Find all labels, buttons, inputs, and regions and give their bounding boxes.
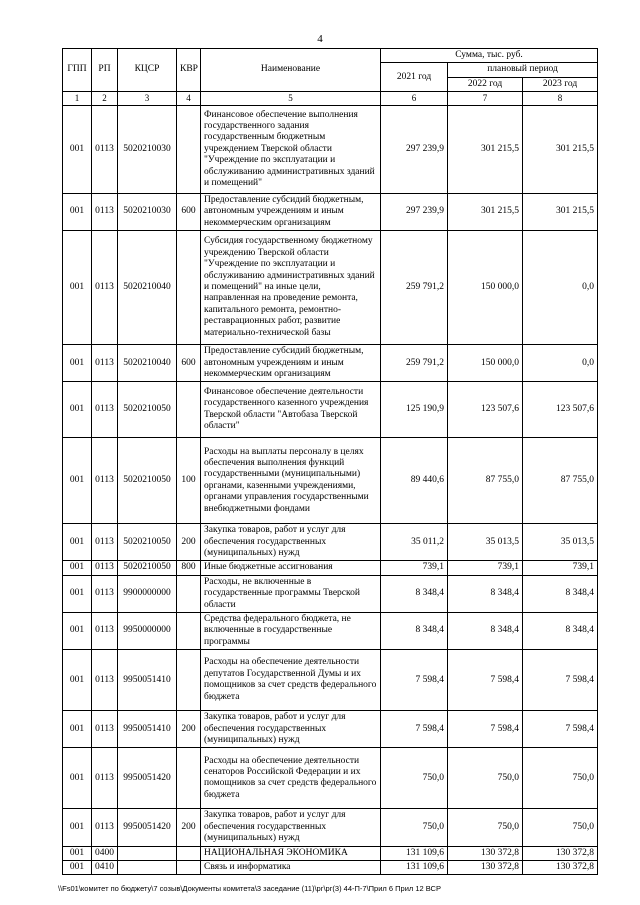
cell-gp: 001 <box>63 524 92 561</box>
cell-name: Закупка товаров, работ и услуг для обеспечения государственных (муниципальных) нужд <box>201 809 381 846</box>
header-sum-title: Сумма, тыс. руб. <box>381 49 598 63</box>
column-number: 2 <box>92 92 118 106</box>
cell-2021: 131 109,6 <box>381 860 448 874</box>
cell-2023: 750,0 <box>523 748 598 809</box>
cell-2021: 8 348,4 <box>381 613 448 650</box>
cell-2022: 8 348,4 <box>448 613 523 650</box>
cell-kvr <box>177 231 201 345</box>
cell-kvr: 200 <box>177 809 201 846</box>
header-planned-period: плановый период <box>448 63 598 77</box>
cell-gp: 001 <box>63 809 92 846</box>
table-row <box>63 575 598 612</box>
cell-2021: 131 109,6 <box>381 846 448 860</box>
table-row <box>63 809 598 846</box>
cell-2021: 750,0 <box>381 748 448 809</box>
file-path-footer: \\Fs01\комитет по бюджету\7 созыв\Документы комитета\3 заседание (11)\рг\рг(3) 44-П-7\Прил 6 Прил 12 ВСР <box>58 884 441 893</box>
cell-kvr <box>177 846 201 860</box>
cell-name: Закупка товаров, работ и услуг для обеспечения государственных (муниципальных) нужд <box>201 711 381 748</box>
cell-2023: 750,0 <box>523 809 598 846</box>
cell-kvr: 600 <box>177 345 201 382</box>
cell-name: Расходы, не включенные в государственные программы Тверской области <box>201 575 381 612</box>
cell-rp: 0410 <box>92 860 118 874</box>
header-kvr: КВР <box>177 49 201 92</box>
cell-rp: 0400 <box>92 846 118 860</box>
cell-2022: 8 348,4 <box>448 575 523 612</box>
cell-rp: 0113 <box>92 105 118 193</box>
cell-2022: 301 215,5 <box>448 105 523 193</box>
cell-2023: 8 348,4 <box>523 613 598 650</box>
column-number: 6 <box>381 92 448 106</box>
header-name: Наименование <box>201 49 381 92</box>
cell-gp: 001 <box>63 711 92 748</box>
cell-2022: 123 507,6 <box>448 382 523 438</box>
cell-2023: 130 372,8 <box>523 846 598 860</box>
cell-rp: 0113 <box>92 193 118 230</box>
cell-name: Предоставление субсидий бюджетным, автономным учреждениям и иным некоммерческим организациям <box>201 345 381 382</box>
column-number: 8 <box>523 92 598 106</box>
cell-2023: 0,0 <box>523 231 598 345</box>
table-row <box>63 561 598 575</box>
budget-table <box>62 48 598 875</box>
cell-kvr <box>177 650 201 711</box>
cell-gp: 001 <box>63 650 92 711</box>
cell-name: Закупка товаров, работ и услуг для обеспечения государственных (муниципальных) нужд <box>201 524 381 561</box>
cell-name: Расходы на обеспечение деятельности депутатов Государственной Думы и их помощников за счет средств федерального бюджета <box>201 650 381 711</box>
cell-2023: 130 372,8 <box>523 860 598 874</box>
cell-kcsr: 9950051420 <box>118 748 177 809</box>
cell-gp: 001 <box>63 575 92 612</box>
cell-name: Финансовое обеспечение выполнения государственного задания государственным бюджетным учреждением Тверской области "Учреждение по эксплуатации и обслуживанию административных зданий и помещений" <box>201 105 381 193</box>
cell-kvr <box>177 748 201 809</box>
cell-kcsr: 5020210050 <box>118 382 177 438</box>
cell-kvr: 100 <box>177 438 201 524</box>
cell-kvr <box>177 860 201 874</box>
cell-gp: 001 <box>63 193 92 230</box>
cell-2022: 301 215,5 <box>448 193 523 230</box>
cell-kvr: 200 <box>177 524 201 561</box>
table-row <box>63 105 598 193</box>
column-number: 1 <box>63 92 92 106</box>
cell-kcsr: 5020210050 <box>118 561 177 575</box>
cell-name: Связь и информатика <box>201 860 381 874</box>
cell-rp: 0113 <box>92 382 118 438</box>
cell-rp: 0113 <box>92 711 118 748</box>
table-row <box>63 231 598 345</box>
cell-name: Субсидия государственному бюджетному учреждению Тверской области "Учреждение по эксплуатации и обслуживанию административных зданий и помещений" на иные цели, направленная на проведение ремонта, капитального ремонта, ремонтно-реставрационных работ, развитие материально-технической базы <box>201 231 381 345</box>
cell-2021: 739,1 <box>381 561 448 575</box>
table-row <box>63 846 598 860</box>
cell-name: Предоставление субсидий бюджетным, автономным учреждениям и иным некоммерческим организациям <box>201 193 381 230</box>
cell-2022: 750,0 <box>448 748 523 809</box>
column-number: 7 <box>448 92 523 106</box>
cell-2023: 0,0 <box>523 345 598 382</box>
cell-rp: 0113 <box>92 345 118 382</box>
cell-2023: 301 215,5 <box>523 105 598 193</box>
cell-kvr <box>177 575 201 612</box>
cell-kcsr: 5020210040 <box>118 231 177 345</box>
cell-kvr: 800 <box>177 561 201 575</box>
table-row <box>63 748 598 809</box>
cell-gp: 001 <box>63 561 92 575</box>
cell-2022: 7 598,4 <box>448 650 523 711</box>
column-number: 4 <box>177 92 201 106</box>
cell-gp: 001 <box>63 748 92 809</box>
cell-rp: 0113 <box>92 575 118 612</box>
cell-2021: 297 239,9 <box>381 193 448 230</box>
cell-2023: 87 755,0 <box>523 438 598 524</box>
cell-2021: 750,0 <box>381 809 448 846</box>
cell-gp: 001 <box>63 846 92 860</box>
table-row <box>63 860 598 874</box>
cell-2021: 259 791,2 <box>381 345 448 382</box>
cell-gp: 001 <box>63 105 92 193</box>
header-year-2023: 2023 год <box>523 77 598 91</box>
cell-name: Иные бюджетные ассигнования <box>201 561 381 575</box>
header-rp: РП <box>92 49 118 92</box>
cell-gp: 001 <box>63 231 92 345</box>
cell-2023: 301 215,5 <box>523 193 598 230</box>
cell-gp: 001 <box>63 613 92 650</box>
cell-2021: 35 011,2 <box>381 524 448 561</box>
page-number: 4 <box>317 33 323 45</box>
cell-2021: 89 440,6 <box>381 438 448 524</box>
cell-kcsr: 9950000000 <box>118 613 177 650</box>
cell-2021: 125 190,9 <box>381 382 448 438</box>
cell-rp: 0113 <box>92 748 118 809</box>
cell-2023: 123 507,6 <box>523 382 598 438</box>
cell-kcsr: 5020210050 <box>118 524 177 561</box>
cell-2021: 8 348,4 <box>381 575 448 612</box>
header-gp: ГПП <box>63 49 92 92</box>
table-row <box>63 345 598 382</box>
cell-gp: 001 <box>63 382 92 438</box>
cell-kvr <box>177 105 201 193</box>
cell-kcsr: 5020210040 <box>118 345 177 382</box>
cell-name: НАЦИОНАЛЬНАЯ ЭКОНОМИКА <box>201 846 381 860</box>
cell-kcsr <box>118 846 177 860</box>
cell-2022: 35 013,5 <box>448 524 523 561</box>
cell-kcsr: 5020210030 <box>118 105 177 193</box>
cell-name: Средства федерального бюджета, не включенные в государственные программы <box>201 613 381 650</box>
column-number: 3 <box>118 92 177 106</box>
cell-2022: 130 372,8 <box>448 846 523 860</box>
cell-gp: 001 <box>63 438 92 524</box>
cell-name: Финансовое обеспечение деятельности государственного казенного учреждения Тверской области "Автобаза Тверской области" <box>201 382 381 438</box>
cell-2021: 297 239,9 <box>381 105 448 193</box>
table-row <box>63 650 598 711</box>
cell-kcsr: 9900000000 <box>118 575 177 612</box>
cell-2022: 130 372,8 <box>448 860 523 874</box>
cell-2023: 7 598,4 <box>523 711 598 748</box>
column-number: 5 <box>201 92 381 106</box>
cell-kvr <box>177 382 201 438</box>
cell-kcsr: 5020210050 <box>118 438 177 524</box>
column-numbers-row <box>63 92 598 106</box>
cell-gp: 001 <box>63 345 92 382</box>
cell-2022: 150 000,0 <box>448 345 523 382</box>
cell-kcsr: 5020210030 <box>118 193 177 230</box>
cell-rp: 0113 <box>92 231 118 345</box>
cell-2021: 259 791,2 <box>381 231 448 345</box>
table-row <box>63 438 598 524</box>
cell-name: Расходы на обеспечение деятельности сенаторов Российской Федерации и их помощников за счет средств федерального бюджета <box>201 748 381 809</box>
cell-kvr: 200 <box>177 711 201 748</box>
table-row <box>63 613 598 650</box>
cell-gp: 001 <box>63 860 92 874</box>
table-row <box>63 524 598 561</box>
table-row <box>63 193 598 230</box>
cell-kcsr: 9950051420 <box>118 809 177 846</box>
cell-rp: 0113 <box>92 524 118 561</box>
header-year-2022: 2022 год <box>448 77 523 91</box>
header-year-2021: 2021 год <box>381 63 448 92</box>
cell-kvr: 600 <box>177 193 201 230</box>
table-row <box>63 382 598 438</box>
cell-rp: 0113 <box>92 438 118 524</box>
cell-2021: 7 598,4 <box>381 711 448 748</box>
cell-kcsr: 9950051410 <box>118 711 177 748</box>
cell-kvr <box>177 613 201 650</box>
cell-2023: 8 348,4 <box>523 575 598 612</box>
cell-2021: 7 598,4 <box>381 650 448 711</box>
cell-2022: 739,1 <box>448 561 523 575</box>
cell-rp: 0113 <box>92 613 118 650</box>
cell-rp: 0113 <box>92 561 118 575</box>
cell-2023: 7 598,4 <box>523 650 598 711</box>
header-kcsr: КЦСР <box>118 49 177 92</box>
cell-2022: 150 000,0 <box>448 231 523 345</box>
cell-2023: 35 013,5 <box>523 524 598 561</box>
cell-rp: 0113 <box>92 650 118 711</box>
cell-kcsr <box>118 860 177 874</box>
cell-name: Расходы на выплаты персоналу в целях обеспечения выполнения функций государственными (муниципальными) органами, казенными учреждениями, органами управления государственными внебюджетными фондами <box>201 438 381 524</box>
cell-2022: 7 598,4 <box>448 711 523 748</box>
cell-2023: 739,1 <box>523 561 598 575</box>
table-row <box>63 711 598 748</box>
cell-2022: 87 755,0 <box>448 438 523 524</box>
cell-kcsr: 9950051410 <box>118 650 177 711</box>
cell-2022: 750,0 <box>448 809 523 846</box>
cell-rp: 0113 <box>92 809 118 846</box>
